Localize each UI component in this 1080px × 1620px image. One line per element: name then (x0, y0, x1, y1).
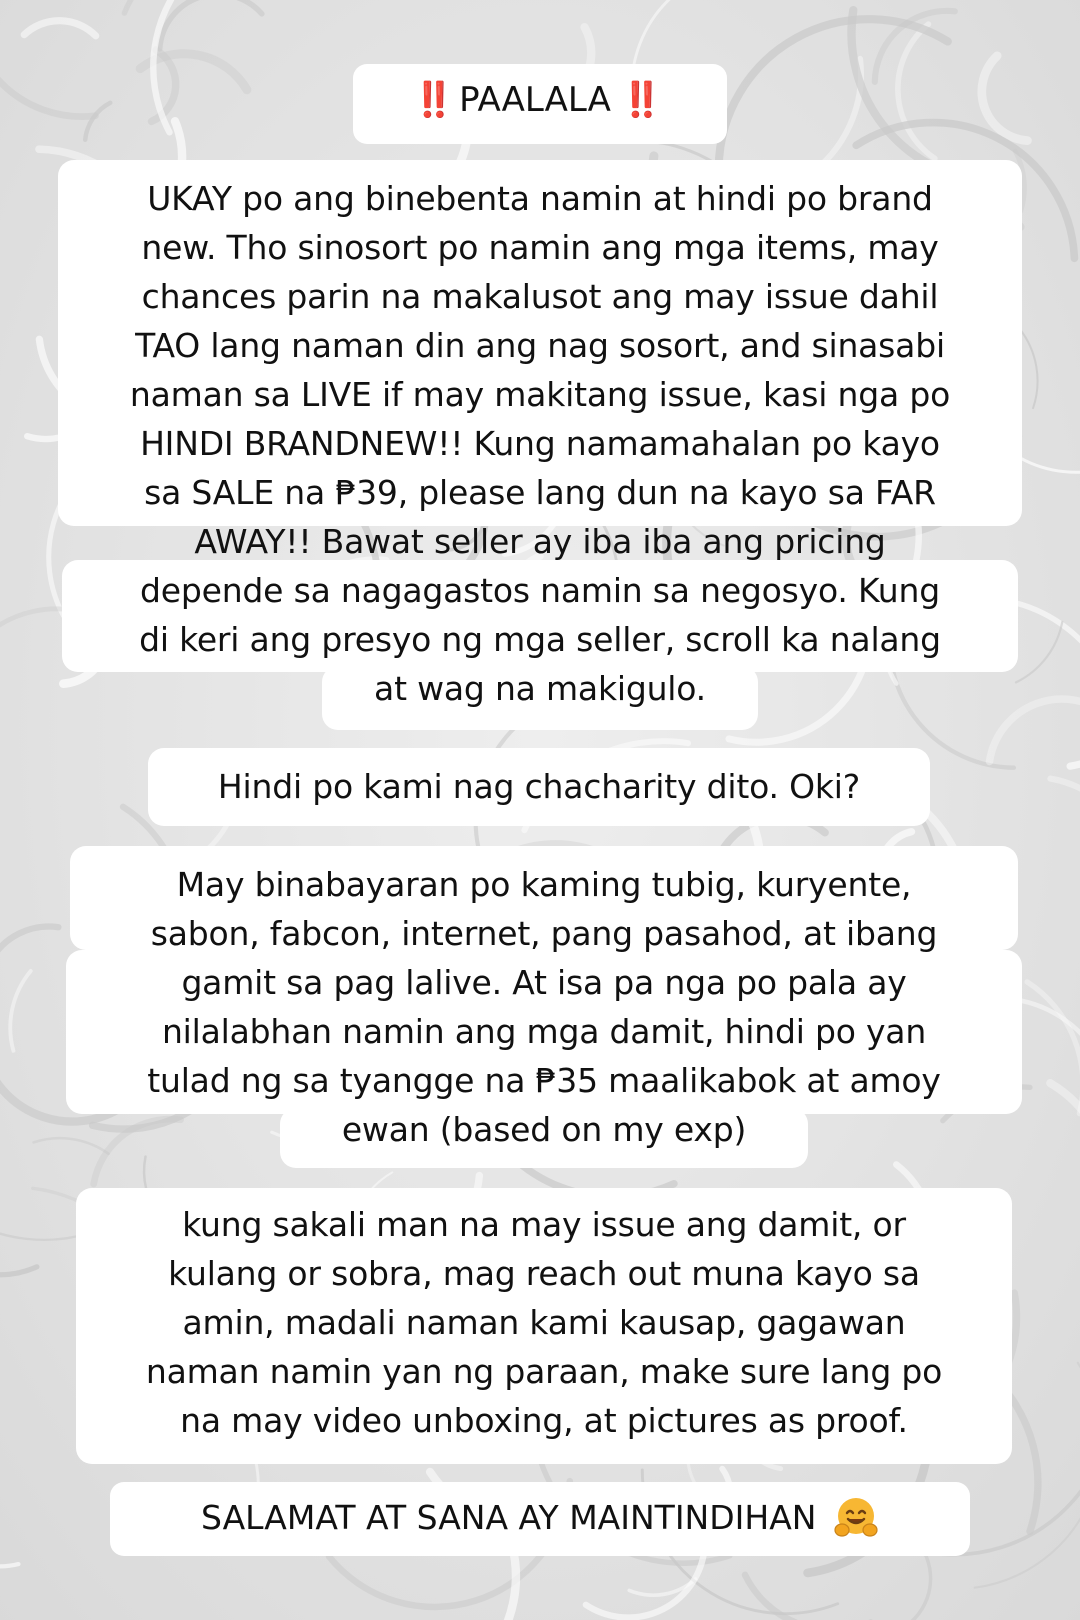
notice-line: kulang or sobra, mag reach out muna kayo sa (168, 1254, 920, 1293)
notice-block-1 (60, 174, 1020, 713)
notice-line: at wag na makigulo. (374, 669, 706, 708)
notice-line: amin, madali naman kami kausap, gagawan (182, 1303, 906, 1342)
notice-line: Hindi po kami nag chacharity dito. Oki? (217, 767, 861, 806)
notice-line: kung sakali man na may issue ang damit, or (182, 1205, 906, 1244)
notice-line: di keri ang presyo ng mga seller, scroll ka nalang (139, 620, 941, 659)
notice-line: naman sa LIVE if may makitang issue, kasi nga po (129, 375, 951, 414)
notice-line: sabon, fabcon, internet, pang pasahod, at ibang (150, 914, 938, 953)
notice-line: depende sa nagagastos namin sa negosyo. Kung (140, 571, 940, 610)
notice-line: sa SALE na ₱39, please lang dun na kayo sa FAR (144, 473, 936, 512)
title-text: PAALALA (459, 80, 611, 120)
notice-block-2 (148, 762, 930, 811)
notice-line: new. Tho sinosort po namin ang mga items, may (141, 228, 939, 267)
double-exclamation-icon: ‼️ (412, 80, 450, 120)
notice-line: tulad ng sa tyangge na ₱35 maalikabok at amoy (147, 1061, 941, 1100)
notice-block-3 (66, 860, 1022, 1154)
notice-line: May binabayaran po kaming tubig, kuryente, (176, 865, 912, 904)
page-title (345, 70, 725, 130)
notice-line: UKAY po ang binebenta namin at hindi po brand (147, 179, 933, 218)
notice-line: AWAY!! Bawat seller ay iba iba ang pricing (194, 522, 886, 561)
notice-line: gamit sa pag lalive. At isa pa nga po pala ay (181, 963, 907, 1002)
notice-line: na may video unboxing, at pictures as proof. (180, 1401, 908, 1440)
closing-text: SALAMAT AT SANA AY MAINTINDIHAN (201, 1498, 817, 1537)
notice-line: naman namin yan ng paraan, make sure lang po (145, 1352, 943, 1391)
notice-line: chances parin na makalusot ang may issue dahil (141, 277, 939, 316)
notice-line: HINDI BRANDNEW!! Kung namamahalan po kayo (140, 424, 940, 463)
notice-line: nilalabhan namin ang mga damit, hindi po yan (161, 1012, 927, 1051)
notice-line: ewan (based on my exp) (341, 1110, 747, 1149)
notice-block-4 (76, 1200, 1012, 1445)
hugging-face-icon (833, 1494, 879, 1540)
notice-line: TAO lang naman din ang nag sosort, and sinasabi (135, 326, 945, 365)
double-exclamation-icon: ‼️ (620, 80, 658, 120)
closing-message (110, 1488, 970, 1548)
